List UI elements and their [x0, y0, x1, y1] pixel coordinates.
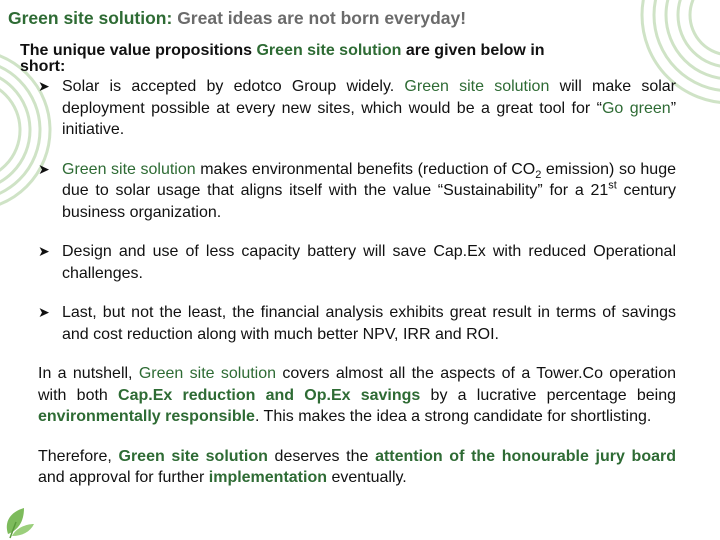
para-text: covers almost all the aspects of a Tower.Co operation with both	[38, 365, 677, 404]
bullet-arrow-icon: ➤	[38, 243, 50, 259]
bullet-text: emission) so huge due to solar usage that aligns itself with the value “Sustainability” for a 21	[62, 160, 676, 199]
para-green-text: Green site solution	[138, 365, 277, 382]
bullet-text: century business organization.	[62, 182, 676, 221]
para-text: by a lucrative percentage being	[420, 386, 677, 404]
therefore-paragraph	[38, 446, 676, 489]
bullet-text: will make solar deployment possible at every new sites, which would be a great tool for “	[62, 78, 677, 117]
bullet-text: Last, but not the least, the financial analysis exhibits great result in terms of savings and cost reduction along with much better NPV, IRR and ROI.	[62, 304, 676, 343]
bullet-text: makes environmental benefits (reduction of CO	[195, 160, 536, 178]
title-subtitle: Great ideas are not born everyday!	[172, 8, 467, 28]
bullet-text: Solar is accepted by edotco Group widely.	[62, 78, 405, 95]
bullet-arrow-icon: ➤	[38, 304, 50, 320]
para-bold-green-text: implementation	[208, 469, 327, 486]
superscript: st	[608, 179, 617, 192]
para-text: deserves the	[267, 447, 376, 465]
bullet-arrow-icon: ➤	[38, 78, 50, 94]
subscript: 2	[535, 168, 542, 181]
para-text: eventually.	[327, 469, 407, 486]
nutshell-paragraph	[38, 363, 676, 428]
para-bold-green-text: Green site solution	[118, 447, 268, 465]
bullet-text: Design and use of less capacity battery will save Cap.Ex with reduced Operational challenges.	[62, 243, 676, 282]
bullet-arrow-icon: ➤	[38, 160, 50, 177]
bullet-text: ” initiative.	[62, 99, 677, 138]
intro-text	[20, 40, 650, 62]
bullet-financial	[38, 302, 676, 345]
para-text: In a nutshell,	[38, 365, 139, 382]
para-text: . This makes the idea a strong candidate for shortlisting.	[254, 408, 652, 425]
intro-green: Green site solution	[256, 42, 402, 59]
para-text: Therefore,	[38, 447, 119, 465]
intro-part1: The unique value propositions	[20, 42, 257, 59]
bullet-battery	[38, 241, 676, 284]
intro-part2: are given below in	[401, 42, 545, 59]
bullet-green-text: Go green	[601, 99, 671, 117]
intro-tail: short:	[20, 58, 66, 75]
bullet-environment	[38, 159, 676, 224]
bullet-green-text: Green site solution	[62, 160, 196, 178]
title-green: Green site solution:	[8, 8, 173, 28]
leaf-icon	[2, 500, 36, 540]
para-bold-green-text: Cap.Ex reduction and Op.Ex savings	[118, 386, 421, 404]
bullet-solar	[38, 76, 676, 141]
content-body	[38, 76, 676, 507]
para-bold-green-text: environmentally responsible	[38, 408, 255, 425]
para-bold-green-text: attention of the honourable jury board	[375, 447, 677, 465]
para-text: and approval for further	[38, 469, 209, 486]
page-title	[8, 6, 466, 30]
bullet-green-text: Green site solution	[404, 78, 550, 95]
